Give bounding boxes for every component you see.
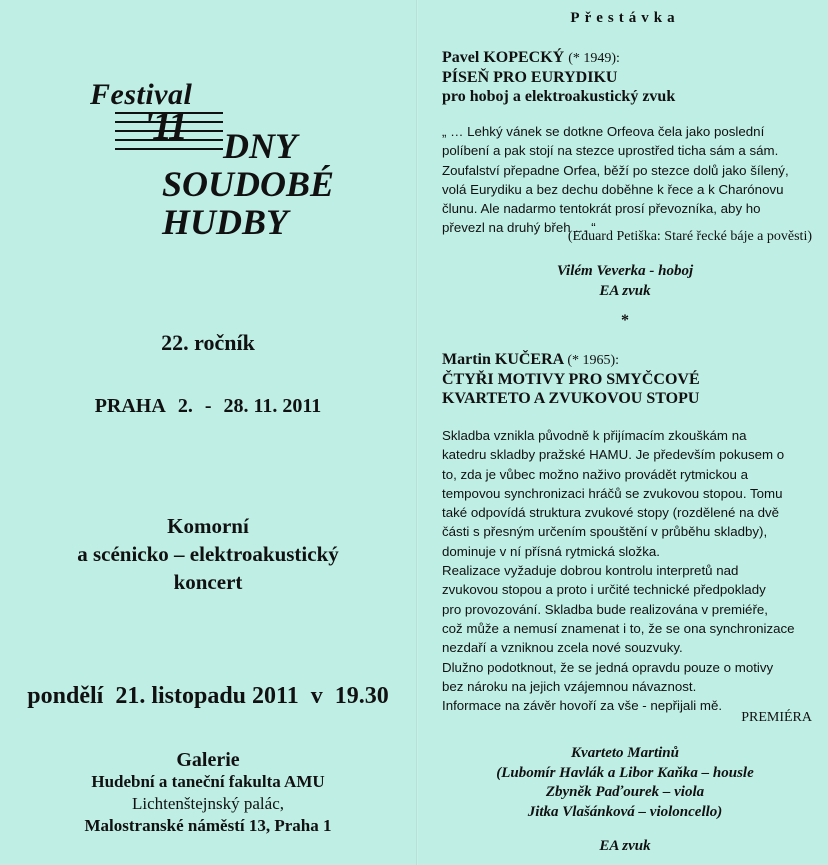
piece2-year: (* 1965): [567, 353, 620, 368]
date-from: 2. [177, 395, 193, 417]
logo-line-1: DNY [223, 126, 297, 166]
date-to: 28. 11. 2011 [223, 395, 322, 417]
description-line: nezdaří a vzniknou zcela nové souzvuky. [442, 640, 683, 656]
venue-palace: Lichtenštejnský palác, [131, 794, 284, 813]
city: PRAHA [94, 395, 166, 417]
quote-line: políbení a pak stojí na stezce uprostřed ticha sám a sám. [442, 143, 779, 159]
venue-address: Malostranské náměstí 13, Praha 1 [84, 816, 332, 835]
piece1-quote [442, 122, 822, 238]
description-line: Skladba vznikla původně k přijímacím zkouškám na [442, 428, 747, 443]
performer-line: Kvarteto Martinů [571, 745, 679, 761]
performer-line: EA zvuk [599, 283, 651, 299]
piece2-title-line: ČTYŘI MOTIVY PRO SMYČCOVÉ [442, 371, 700, 388]
concert-type-line: koncert [173, 570, 243, 594]
quote-line: převezl na druhý břeh … “ [442, 220, 596, 236]
performer-line: Vilém Veverka - hoboj [556, 263, 694, 279]
piece2-description [442, 426, 822, 715]
venue-gallery: Galerie [176, 749, 240, 771]
description-line: části s přesným určením spouštění v průběhu skladby), [442, 524, 768, 540]
piece1-subtitle: pro hoboj a elektroakustický zvuk [442, 88, 676, 105]
piece1-composer: Pavel KOPECKÝ [442, 49, 565, 66]
logo-line-2: SOUDOBÉ [162, 164, 335, 204]
piece2-composer: Martin KUČERA [442, 351, 564, 368]
piece1-citation: (Eduard Petiška: Staré řecké báje a pověsti) [567, 229, 812, 244]
piece2-ea-sound: EA zvuk [599, 838, 651, 854]
description-line: to, zda je vůbec možno naživo provádět rytmickou a [442, 466, 748, 482]
piece1-heading [442, 48, 675, 106]
description-line: Informace na závěr hovoří za vše - nepřijali mě. [442, 698, 723, 714]
description-line: také odpovídá struktura zvukové stopy (rozdělené na dvě [442, 505, 780, 521]
concert-type-line: a scénicko – elektroakustický [77, 542, 339, 566]
logo-festival: Festival [90, 78, 193, 111]
logo-year: '11 [143, 103, 186, 148]
city-dates [0, 395, 416, 418]
right-panel [430, 0, 820, 865]
venue [0, 749, 416, 837]
description-line: tempovou synchronizaci hráčů se zvukovou stopou. Tomu [442, 485, 783, 501]
description-line: katedru skladby pražské HAMU. Je především pokusem o [442, 447, 785, 463]
piece1-performers [430, 261, 820, 301]
venue-faculty: Hudební a taneční fakulta AMU [91, 772, 325, 791]
piece2-title-line: KVARTETO A ZVUKOVOU STOPU [442, 390, 700, 407]
description-line: Realizace vyžaduje dobrou kontrolu interpretů nad [442, 563, 739, 579]
performer-line: Zbyněk Paďourek – viola [545, 784, 705, 800]
description-line: Dlužno podotknout, že se jedná opravdu pouze o motivy [442, 659, 774, 675]
festival-logo [85, 78, 345, 248]
piece2-performers [430, 744, 820, 822]
performer-line: (Lubomír Havlák a Libor Kaňka – housle [496, 764, 754, 781]
performer-line: Jitka Vlašánková – violoncello) [527, 803, 723, 820]
description-line: což může a nemusí znamenat i to, že se ona synchronizace [442, 620, 795, 636]
description-line: dominuje v ní přísná rytmická složka. [442, 543, 661, 559]
quote-line: volá Eurydiku a bez dechu doběhne k řece a k Charónovu [442, 181, 784, 197]
quote-line: Zoufalství přepadne Orfea, běží po stezce dolů jako šílený, [442, 162, 789, 178]
concert-type [0, 512, 416, 596]
edition: 22. ročník [161, 330, 255, 355]
logo-line-3: HUDBY [162, 202, 288, 242]
separator-star: * [621, 312, 629, 329]
description-line: pro provozování. Skladba bude realizována v premiéře, [442, 601, 768, 617]
piece1-title: PÍSEŇ PRO EURYDIKU [442, 69, 618, 86]
premiere-label: PREMIÉRA [741, 710, 812, 725]
intermission: Přestávka [570, 10, 680, 26]
concert-date: pondělí 21. listopadu 2011 v 19.30 [27, 683, 389, 709]
quote-line: „ … Lehký vánek se dotkne Orfeova čela jako poslední [442, 124, 765, 139]
piece2-heading [442, 350, 700, 408]
description-line: bez nároku na jejich vzájemnou návaznost. [442, 678, 697, 694]
concert-type-line: Komorní [167, 514, 249, 538]
page-fold [416, 0, 418, 865]
quote-line: člunu. Ale nadarmo tentokrát prosí převozníka, aby ho [442, 201, 761, 217]
description-line: zvukovou stopou a proto i určité technické předpoklady [442, 582, 766, 598]
piece1-year: (* 1949): [568, 51, 620, 66]
date-separator: - [204, 395, 212, 417]
